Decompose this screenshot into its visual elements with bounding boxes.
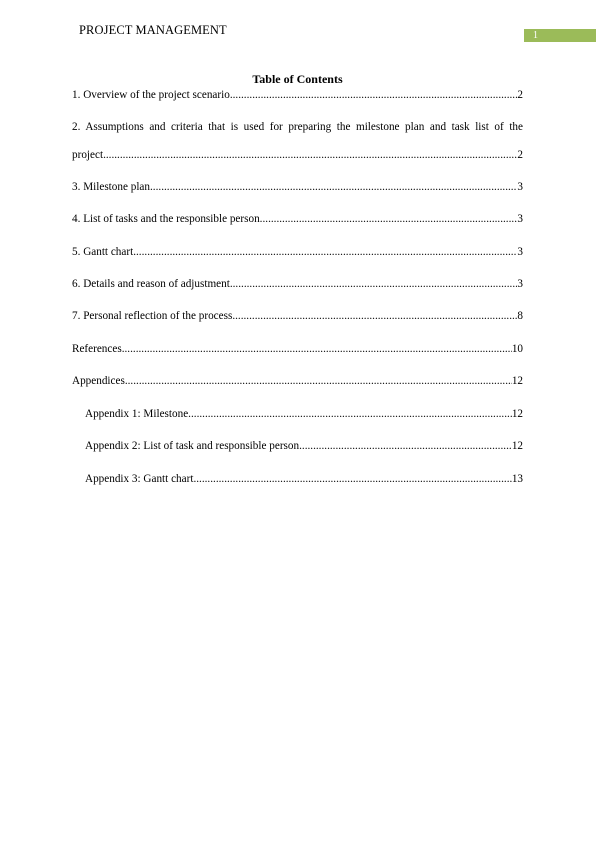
toc-entry-text-line1 bbox=[72, 120, 523, 134]
toc-entry-references[interactable] bbox=[72, 342, 523, 356]
toc-entry-page: 3 bbox=[517, 181, 523, 193]
toc-leader-dots bbox=[260, 212, 518, 226]
toc-entry-text: 6. Details and reason of adjustment bbox=[72, 278, 230, 290]
toc-entry-text: References bbox=[72, 343, 122, 355]
toc-leader-dots bbox=[188, 407, 512, 421]
toc-entry-text: Appendices bbox=[72, 375, 125, 387]
toc-leader-dots bbox=[299, 439, 512, 453]
toc-leader-dots bbox=[122, 342, 512, 356]
toc-entry-text: project bbox=[72, 149, 104, 161]
toc-entry-text: 3. Milestone plan bbox=[72, 181, 150, 193]
toc-entry-text: 4. List of tasks and the responsible person bbox=[72, 213, 260, 225]
toc-leader-dots bbox=[232, 309, 517, 323]
toc-entry-appendix-2[interactable] bbox=[85, 439, 523, 453]
toc-entry-gantt-chart[interactable] bbox=[72, 245, 523, 259]
toc-entry-page: 2 bbox=[517, 149, 523, 161]
toc-entry-text: 5. Gantt chart bbox=[72, 246, 134, 258]
toc-entry-appendices[interactable] bbox=[72, 374, 523, 388]
toc-entry-page: 3 bbox=[517, 246, 523, 258]
toc-entry-text: 7. Personal reflection of the process bbox=[72, 310, 233, 322]
toc-leader-dots bbox=[193, 472, 511, 486]
toc-entry-text: Appendix 2: List of task and responsible person bbox=[85, 440, 300, 452]
toc-leader-dots bbox=[150, 180, 517, 194]
page-number-badge: 1 bbox=[524, 29, 596, 42]
toc-entry-reflection[interactable] bbox=[72, 309, 523, 323]
header-title: PROJECT MANAGEMENT bbox=[79, 23, 227, 37]
toc-entry-page: 8 bbox=[517, 310, 523, 322]
toc-entry-page: 12 bbox=[511, 440, 523, 452]
toc-entry-page: 3 bbox=[517, 278, 523, 290]
toc-entry-text: Appendix 3: Gantt chart bbox=[85, 473, 194, 485]
toc-leader-dots bbox=[125, 374, 512, 388]
toc-entry-adjustment[interactable] bbox=[72, 277, 523, 291]
toc-title: Table of Contents bbox=[252, 72, 343, 86]
toc-entry-page: 13 bbox=[511, 473, 523, 485]
toc-entry-assumptions[interactable] bbox=[72, 120, 523, 162]
toc-entry-page: 10 bbox=[511, 343, 523, 355]
toc-entry-text-line1-content: 2. Assumptions and criteria that is used for preparing the milestone plan and task list of the bbox=[72, 121, 523, 133]
toc-leader-dots bbox=[230, 88, 518, 102]
toc-entry-page: 12 bbox=[511, 375, 523, 387]
toc-leader-dots bbox=[230, 277, 518, 291]
toc-entry-appendix-3[interactable] bbox=[85, 472, 523, 486]
toc-entry-task-list[interactable] bbox=[72, 212, 523, 226]
toc-entry-page: 12 bbox=[511, 408, 523, 420]
toc-entry-appendix-1[interactable] bbox=[85, 407, 523, 421]
toc-entry-text: Appendix 1: Milestone bbox=[85, 408, 189, 420]
toc-leader-dots bbox=[103, 148, 517, 162]
toc-entry-milestone-plan[interactable] bbox=[72, 180, 523, 194]
toc-entry-text: 1. Overview of the project scenario bbox=[72, 89, 230, 101]
toc-leader-dots bbox=[133, 245, 517, 259]
toc-entry-page: 2 bbox=[517, 89, 523, 101]
toc-entry-overview[interactable] bbox=[72, 88, 523, 102]
toc-entry-page: 3 bbox=[517, 213, 523, 225]
